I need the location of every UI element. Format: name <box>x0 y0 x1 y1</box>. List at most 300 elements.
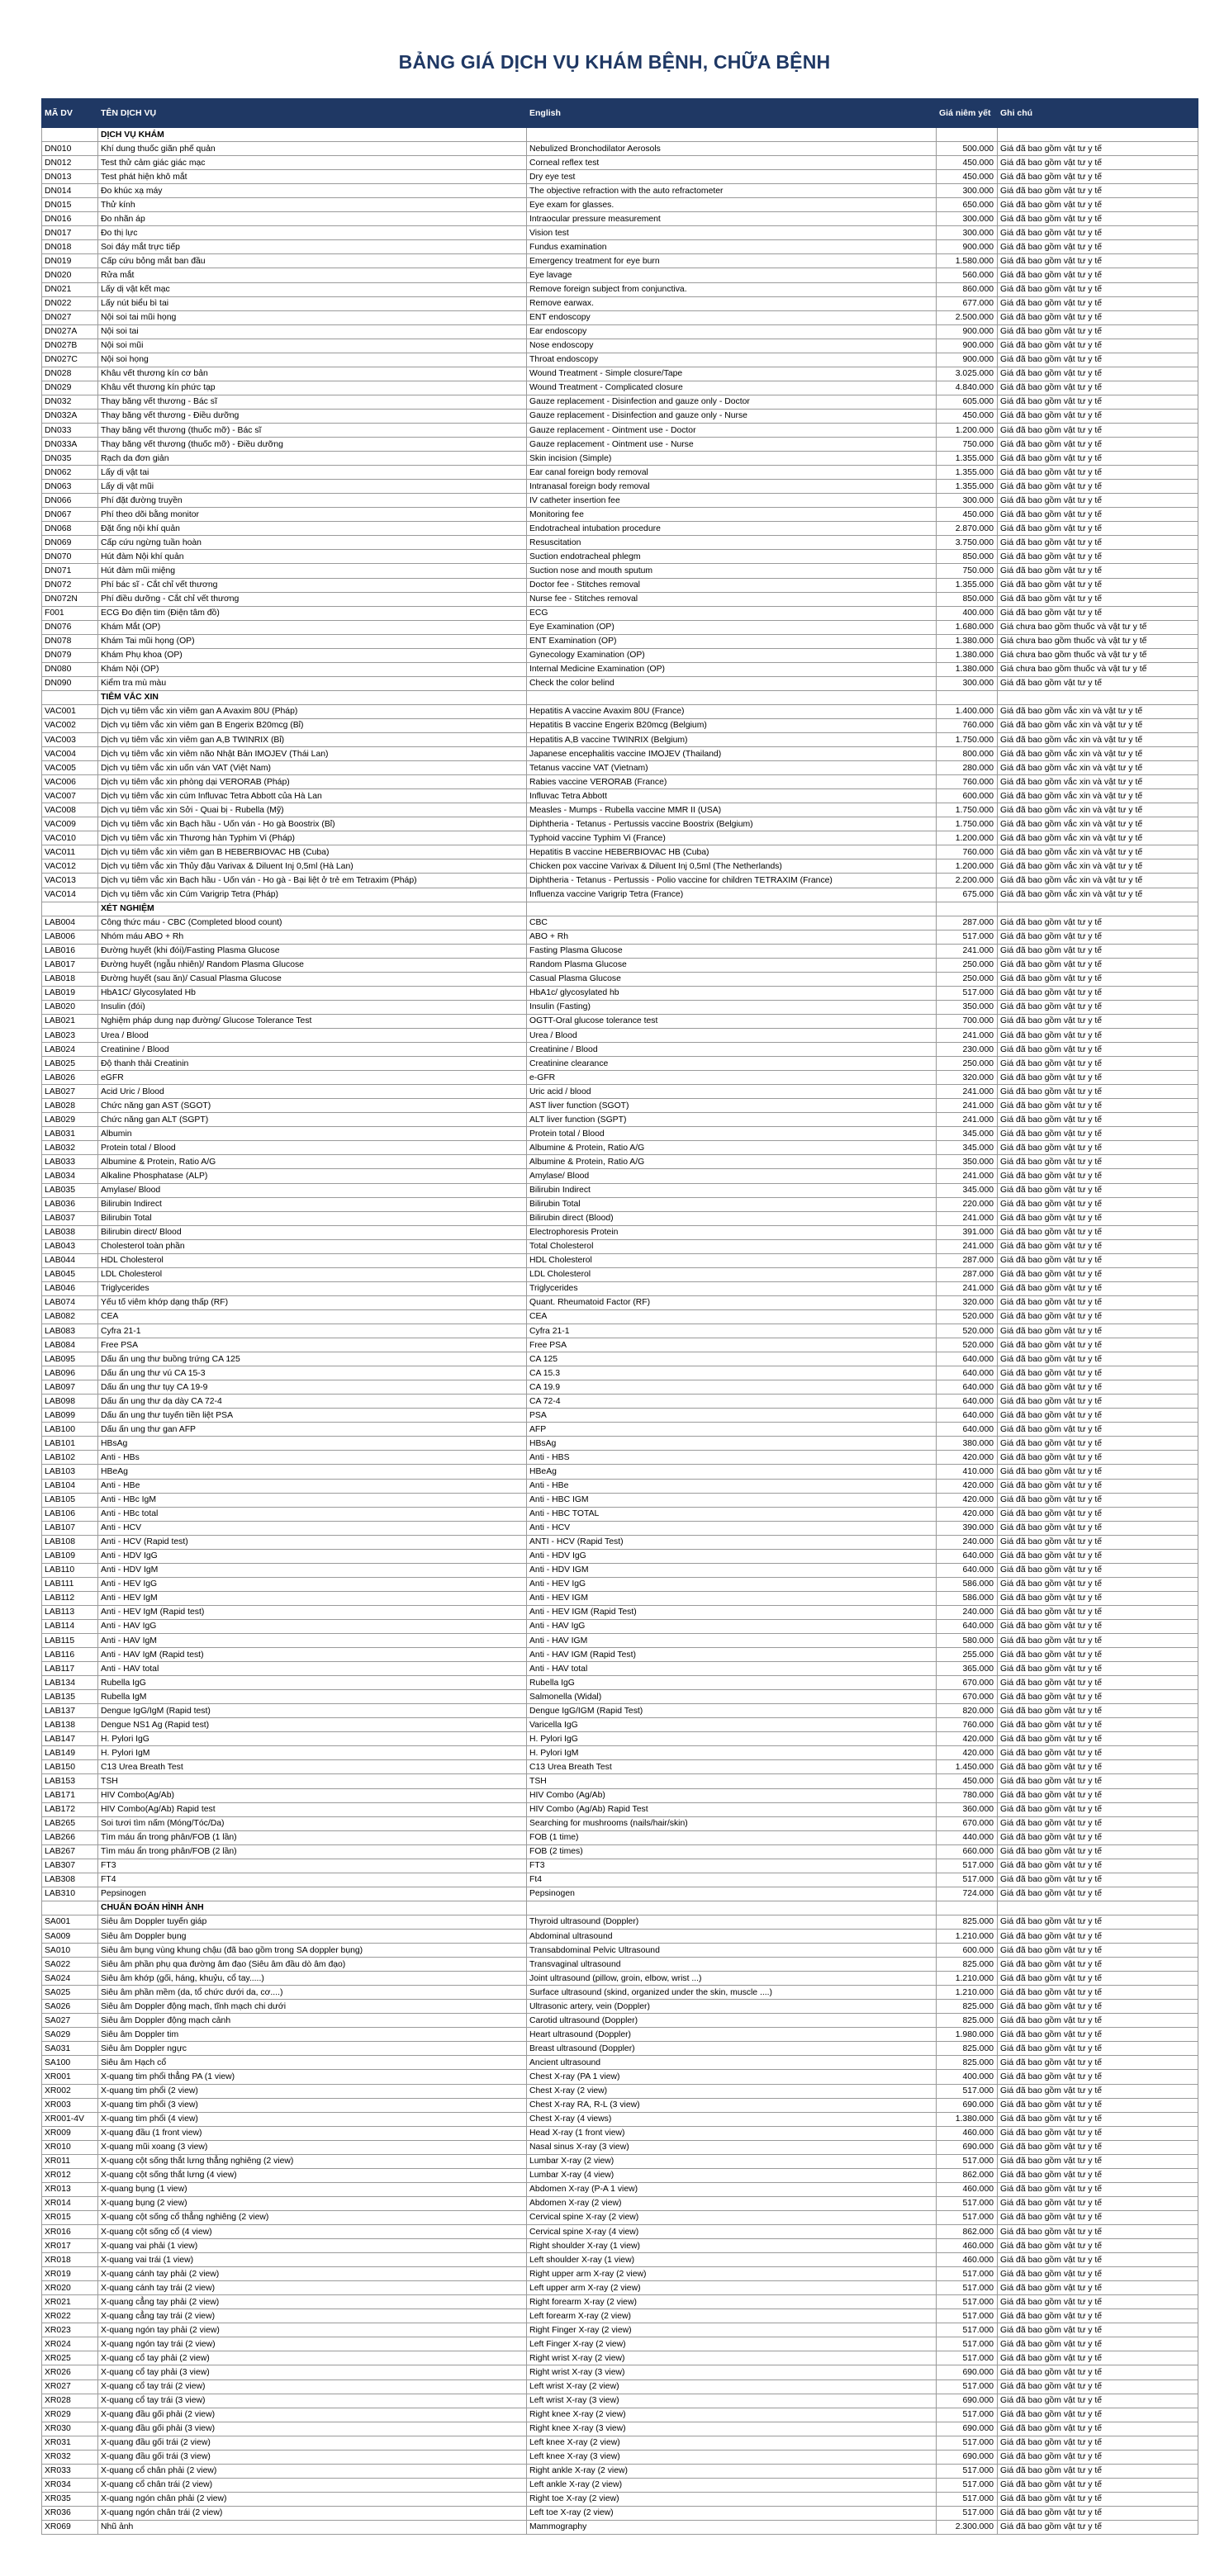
table-row <box>42 1071 1198 1085</box>
table-row <box>42 212 1198 226</box>
cell-note <box>998 128 1198 142</box>
cell-english: Vision test <box>527 226 937 240</box>
cell-name: Đặt ống nội khí quản <box>98 522 527 536</box>
cell-code: LAB023 <box>42 1029 98 1043</box>
cell-code: VAC009 <box>42 817 98 831</box>
table-row <box>42 2000 1198 2014</box>
cell-price: 700.000 <box>937 1014 998 1028</box>
cell-note: Giá đã bao gồm vật tư y tế <box>998 2295 1198 2309</box>
cell-code: XR013 <box>42 2182 98 2196</box>
cell-price: 517.000 <box>937 2478 998 2492</box>
cell-name: X-quang cổ tay phải (2 view) <box>98 2351 527 2365</box>
cell-code: LAB038 <box>42 1225 98 1239</box>
cell-code: DN066 <box>42 494 98 508</box>
cell-code: XR024 <box>42 2337 98 2351</box>
cell-price: 240.000 <box>937 1535 998 1549</box>
cell-note: Giá đã bao gồm vật tư y tế <box>998 1057 1198 1071</box>
cell-english <box>527 902 937 916</box>
cell-price: 517.000 <box>937 1859 998 1873</box>
cell-code: VAC011 <box>42 845 98 859</box>
table-row <box>42 2098 1198 2112</box>
cell-price <box>937 690 998 704</box>
cell-english: Hepatitis A vaccine Avaxim 80U (France) <box>527 704 937 718</box>
cell-note: Giá đã bao gồm vật tư y tế <box>998 550 1198 564</box>
cell-english: Tetanus vaccine VAT (Vietnam) <box>527 761 937 775</box>
table-row <box>42 2492 1198 2506</box>
cell-name: Dấu ấn ung thư gan AFP <box>98 1423 527 1437</box>
cell-name: Dấu ấn ung thư vú CA 15-3 <box>98 1366 527 1380</box>
cell-name: Albumine & Protein, Ratio A/G <box>98 1155 527 1169</box>
cell-note: Giá đã bao gồm vật tư y tế <box>998 2365 1198 2379</box>
table-row <box>42 1591 1198 1605</box>
cell-price: 675.000 <box>937 888 998 902</box>
cell-price: 517.000 <box>937 2295 998 2309</box>
section-header-row <box>42 128 1198 142</box>
table-row <box>42 1366 1198 1380</box>
cell-name: Dịch vụ tiêm vắc xin Thương hàn Typhim Vi (Pháp) <box>98 831 527 845</box>
cell-english: H. Pylori IgM <box>527 1746 937 1760</box>
cell-code: DN032 <box>42 395 98 409</box>
cell-english: Chest X-ray (2 view) <box>527 2084 937 2098</box>
cell-note: Giá đã bao gồm vật tư y tế <box>998 1409 1198 1423</box>
table-row <box>42 1000 1198 1014</box>
cell-note: Giá đã bao gồm vật tư y tế <box>998 1169 1198 1183</box>
cell-note: Giá đã bao gồm vật tư y tế <box>998 2506 1198 2520</box>
cell-price: 860.000 <box>937 282 998 296</box>
cell-name: DỊCH VỤ KHÁM <box>98 128 527 142</box>
cell-code: DN067 <box>42 508 98 522</box>
cell-english: Remove foreign subject from conjunctiva. <box>527 282 937 296</box>
cell-english: HbA1c/ glycosylated hb <box>527 986 937 1000</box>
cell-name: Nội soi mũi <box>98 339 527 353</box>
cell-english: Resuscitation <box>527 536 937 550</box>
cell-code: LAB172 <box>42 1802 98 1816</box>
cell-name: X-quang mũi xoang (3 view) <box>98 2140 527 2154</box>
cell-english: Electrophoresis Protein <box>527 1225 937 1239</box>
cell-english: CBC <box>527 916 937 930</box>
cell-price: 517.000 <box>937 2351 998 2365</box>
cell-code: VAC006 <box>42 775 98 789</box>
cell-english: Nebulized Bronchodilator Aerosols <box>527 142 937 156</box>
cell-name: X-quang cánh tay trái (2 view) <box>98 2281 527 2295</box>
cell-note: Giá đã bao gồm vật tư y tế <box>998 2408 1198 2422</box>
table-row <box>42 2309 1198 2323</box>
cell-code: DN013 <box>42 170 98 184</box>
cell-price: 350.000 <box>937 1000 998 1014</box>
cell-price: 820.000 <box>937 1704 998 1718</box>
cell-name: X-quang đầu gối phải (3 view) <box>98 2422 527 2436</box>
cell-price: 287.000 <box>937 916 998 930</box>
table-row <box>42 1930 1198 1944</box>
cell-price: 520.000 <box>937 1338 998 1352</box>
cell-note: Giá đã bao gồm vật tư y tế <box>998 1324 1198 1338</box>
table-row <box>42 1479 1198 1493</box>
table-row <box>42 845 1198 859</box>
cell-note: Giá đã bao gồm vật tư y tế <box>998 452 1198 466</box>
table-row <box>42 2506 1198 2520</box>
cell-note: Giá đã bao gồm vật tư y tế <box>998 1732 1198 1746</box>
cell-english: Left upper arm X-ray (2 view) <box>527 2281 937 2295</box>
table-row <box>42 2323 1198 2337</box>
cell-price: 640.000 <box>937 1409 998 1423</box>
cell-note: Giá đã bao gồm vật tư y tế <box>998 1141 1198 1155</box>
cell-note: Giá đã bao gồm vật tư y tế <box>998 1127 1198 1141</box>
cell-price: 1.355.000 <box>937 466 998 480</box>
cell-code: LAB035 <box>42 1183 98 1197</box>
cell-note: Giá đã bao gồm vật tư y tế <box>998 522 1198 536</box>
cell-name: Nhũ ảnh <box>98 2520 527 2534</box>
table-row <box>42 2182 1198 2196</box>
table-row <box>42 1958 1198 1972</box>
cell-code: XR001 <box>42 2070 98 2084</box>
cell-price: 1.580.000 <box>937 254 998 268</box>
cell-code: DN027A <box>42 324 98 339</box>
table-row <box>42 648 1198 662</box>
cell-english: Free PSA <box>527 1338 937 1352</box>
cell-english: Anti - HDV IGM <box>527 1563 937 1577</box>
table-row <box>42 874 1198 888</box>
cell-english: Gauze replacement - Disinfection and gauze only - Doctor <box>527 395 937 409</box>
cell-note: Giá đã bao gồm vật tư y tế <box>998 2126 1198 2140</box>
cell-code: DN018 <box>42 240 98 254</box>
cell-note: Giá đã bao gồm vật tư y tế <box>998 1099 1198 1113</box>
cell-note: Giá đã bao gồm vắc xin và vật tư y tế <box>998 888 1198 902</box>
cell-code: F001 <box>42 606 98 620</box>
table-row <box>42 156 1198 170</box>
cell-note: Giá đã bao gồm vật tư y tế <box>998 2196 1198 2210</box>
cell-code: LAB016 <box>42 944 98 958</box>
cell-code: VAC014 <box>42 888 98 902</box>
cell-price: 1.680.000 <box>937 620 998 634</box>
cell-name: X-quang cổ tay phải (3 view) <box>98 2365 527 2379</box>
cell-price: 240.000 <box>937 1605 998 1619</box>
cell-name: Công thức máu - CBC (Completed blood count) <box>98 916 527 930</box>
cell-code: XR018 <box>42 2253 98 2267</box>
cell-english: Carotid ultrasound (Doppler) <box>527 2014 937 2028</box>
table-row <box>42 1057 1198 1071</box>
table-row <box>42 2196 1198 2210</box>
cell-price: 825.000 <box>937 2014 998 2028</box>
cell-english: Doctor fee - Stitches removal <box>527 578 937 592</box>
cell-note: Giá đã bao gồm vật tư y tế <box>998 2042 1198 2056</box>
cell-note: Giá đã bao gồm vật tư y tế <box>998 1465 1198 1479</box>
cell-price: 300.000 <box>937 676 998 690</box>
cell-code <box>42 1901 98 1915</box>
cell-price: 517.000 <box>937 986 998 1000</box>
table-row <box>42 1281 1198 1295</box>
cell-name: X-quang tim phổi (4 view) <box>98 2112 527 2126</box>
cell-name: Free PSA <box>98 1338 527 1352</box>
cell-english: Left wrist X-ray (3 view) <box>527 2394 937 2408</box>
cell-english: Abdomen X-ray (2 view) <box>527 2196 937 2210</box>
cell-english: Suction endotracheal phlegm <box>527 550 937 564</box>
cell-name: X-quang đầu gối trái (2 view) <box>98 2436 527 2450</box>
cell-code: LAB021 <box>42 1014 98 1028</box>
cell-english: HIV Combo (Ag/Ab) <box>527 1788 937 1802</box>
cell-note: Giá chưa bao gồm thuốc và vật tư y tế <box>998 648 1198 662</box>
cell-english: Nose endoscopy <box>527 339 937 353</box>
table-row <box>42 2450 1198 2464</box>
cell-english: HBeAg <box>527 1465 937 1479</box>
cell-note: Giá đã bao gồm vật tư y tế <box>998 916 1198 930</box>
cell-name: Acid Uric / Blood <box>98 1085 527 1099</box>
cell-note: Giá đã bao gồm vật tư y tế <box>998 310 1198 324</box>
table-row <box>42 662 1198 676</box>
cell-note: Giá đã bao gồm vật tư y tế <box>998 254 1198 268</box>
cell-english: CA 125 <box>527 1352 937 1366</box>
table-row <box>42 1788 1198 1802</box>
cell-note: Giá đã bao gồm vật tư y tế <box>998 1267 1198 1281</box>
cell-english: ECG <box>527 606 937 620</box>
cell-name: Dengue NS1 Ag (Rapid test) <box>98 1718 527 1732</box>
cell-code: LAB308 <box>42 1873 98 1887</box>
cell-code: LAB107 <box>42 1521 98 1535</box>
cell-english: Right toe X-ray (2 view) <box>527 2492 937 2506</box>
cell-english: Creatinine / Blood <box>527 1043 937 1057</box>
cell-note: Giá đã bao gồm vật tư y tế <box>998 2070 1198 2084</box>
cell-english: Right shoulder X-ray (1 view) <box>527 2239 937 2253</box>
cell-note: Giá đã bao gồm vật tư y tế <box>998 156 1198 170</box>
cell-code: LAB171 <box>42 1788 98 1802</box>
table-row <box>42 1873 1198 1887</box>
cell-code: DN068 <box>42 522 98 536</box>
cell-price: 586.000 <box>937 1591 998 1605</box>
cell-price: 300.000 <box>937 212 998 226</box>
cell-note: Giá đã bao gồm vật tư y tế <box>998 395 1198 409</box>
cell-name: Amylase/ Blood <box>98 1183 527 1197</box>
cell-english: Left knee X-ray (3 view) <box>527 2450 937 2464</box>
cell-english: FT3 <box>527 1859 937 1873</box>
cell-note: Giá đã bao gồm vắc xin và vật tư y tế <box>998 718 1198 732</box>
cell-code: DN010 <box>42 142 98 156</box>
cell-price: 3.025.000 <box>937 367 998 381</box>
cell-code: XR036 <box>42 2506 98 2520</box>
cell-name: Phí bác sĩ - Cắt chỉ vết thương <box>98 578 527 592</box>
cell-code: LAB267 <box>42 1844 98 1859</box>
cell-name: Đo khúc xạ máy <box>98 184 527 198</box>
table-row <box>42 339 1198 353</box>
cell-name: Urea / Blood <box>98 1029 527 1043</box>
cell-name: Dấu ấn ung thư dạ dày CA 72-4 <box>98 1395 527 1409</box>
table-row <box>42 1816 1198 1830</box>
cell-price: 280.000 <box>937 761 998 775</box>
cell-note: Giá đã bao gồm vật tư y tế <box>998 1958 1198 1972</box>
cell-note: Giá đã bao gồm vật tư y tế <box>998 2267 1198 2281</box>
cell-english: ANTI - HCV (Rapid Test) <box>527 1535 937 1549</box>
cell-price: 660.000 <box>937 1844 998 1859</box>
cell-note: Giá đã bao gồm vật tư y tế <box>998 2154 1198 2168</box>
cell-name: Đường huyết (ngẫu nhiên)/ Random Plasma Glucose <box>98 958 527 972</box>
cell-note: Giá đã bao gồm vật tư y tế <box>998 1859 1198 1873</box>
cell-price: 517.000 <box>937 2309 998 2323</box>
cell-code: DN032A <box>42 409 98 423</box>
cell-name: Nội soi tai <box>98 324 527 339</box>
cell-code: LAB108 <box>42 1535 98 1549</box>
cell-english: HDL Cholesterol <box>527 1253 937 1267</box>
cell-price: 2.870.000 <box>937 522 998 536</box>
cell-price: 3.750.000 <box>937 536 998 550</box>
cell-name: LDL Cholesterol <box>98 1267 527 1281</box>
cell-note: Giá đã bao gồm vật tư y tế <box>998 1816 1198 1830</box>
cell-english: Nasal sinus X-ray (3 view) <box>527 2140 937 2154</box>
cell-code: XR069 <box>42 2520 98 2534</box>
cell-name: Dấu ấn ung thư tuyến tiền liệt PSA <box>98 1409 527 1423</box>
cell-price: 517.000 <box>937 2506 998 2520</box>
cell-english: Chest X-ray (4 views) <box>527 2112 937 2126</box>
table-row <box>42 1211 1198 1225</box>
cell-code: DN021 <box>42 282 98 296</box>
cell-english: Urea / Blood <box>527 1029 937 1043</box>
cell-code: XR022 <box>42 2309 98 2323</box>
cell-price: 900.000 <box>937 324 998 339</box>
cell-code: DN072 <box>42 578 98 592</box>
table-row <box>42 1043 1198 1057</box>
cell-name: X-quang cánh tay phải (2 view) <box>98 2267 527 2281</box>
table-row <box>42 1014 1198 1028</box>
cell-code: LAB029 <box>42 1113 98 1127</box>
cell-price: 517.000 <box>937 930 998 944</box>
cell-price: 345.000 <box>937 1127 998 1141</box>
cell-price: 850.000 <box>937 550 998 564</box>
cell-code: VAC013 <box>42 874 98 888</box>
cell-name: Anti - HCV (Rapid test) <box>98 1535 527 1549</box>
cell-name: Anti - HEV IgG <box>98 1577 527 1591</box>
cell-price: 605.000 <box>937 395 998 409</box>
cell-english: AST liver function (SGOT) <box>527 1099 937 1113</box>
cell-price: 900.000 <box>937 240 998 254</box>
cell-code: DN080 <box>42 662 98 676</box>
cell-note: Giá đã bao gồm vật tư y tế <box>998 1648 1198 1662</box>
cell-name: X-quang bụng (1 view) <box>98 2182 527 2196</box>
cell-code <box>42 690 98 704</box>
cell-name: X-quang cổ chân trái (2 view) <box>98 2478 527 2492</box>
cell-note: Giá đã bao gồm vật tư y tế <box>998 409 1198 423</box>
cell-price: 640.000 <box>937 1619 998 1633</box>
cell-name: Dấu ấn ung thư buồng trứng CA 125 <box>98 1352 527 1366</box>
cell-code: DN022 <box>42 296 98 310</box>
cell-english: Gauze replacement - Disinfection and gauze only - Nurse <box>527 409 937 423</box>
cell-price: 690.000 <box>937 2140 998 2154</box>
cell-english: Right forearm X-ray (2 view) <box>527 2295 937 2309</box>
cell-english: PSA <box>527 1409 937 1423</box>
cell-name: Nội soi tai mũi họng <box>98 310 527 324</box>
cell-english: Right wrist X-ray (2 view) <box>527 2351 937 2365</box>
table-row <box>42 353 1198 367</box>
cell-price: 420.000 <box>937 1493 998 1507</box>
cell-name: Siêu âm Doppler bụng <box>98 1930 527 1944</box>
cell-price: 724.000 <box>937 1887 998 1901</box>
cell-price: 517.000 <box>937 2464 998 2478</box>
cell-name: X-quang cẳng tay trái (2 view) <box>98 2309 527 2323</box>
cell-note: Giá đã bao gồm vật tư y tế <box>998 494 1198 508</box>
cell-name: Chức năng gan ALT (SGPT) <box>98 1113 527 1127</box>
cell-name: Anti - HAV IgG <box>98 1619 527 1633</box>
table-row <box>42 2056 1198 2070</box>
cell-name: Siêu âm phần phụ qua đường âm đạo (Siêu âm đầu dò âm đạo) <box>98 1958 527 1972</box>
cell-price: 4.840.000 <box>937 381 998 395</box>
cell-price: 690.000 <box>937 2365 998 2379</box>
cell-code: DN063 <box>42 480 98 494</box>
cell-price: 690.000 <box>937 2394 998 2408</box>
cell-name: Creatinine / Blood <box>98 1043 527 1057</box>
cell-price: 800.000 <box>937 747 998 761</box>
cell-code: LAB043 <box>42 1239 98 1253</box>
cell-english: Fundus examination <box>527 240 937 254</box>
table-row <box>42 986 1198 1000</box>
cell-note: Giá đã bao gồm vật tư y tế <box>998 1085 1198 1099</box>
table-row <box>42 452 1198 466</box>
table-row <box>42 747 1198 761</box>
cell-english: Endotracheal intubation procedure <box>527 522 937 536</box>
cell-name: X-quang vai trái (1 view) <box>98 2253 527 2267</box>
cell-price: 1.380.000 <box>937 634 998 648</box>
cell-code: VAC008 <box>42 803 98 817</box>
cell-code: VAC007 <box>42 789 98 803</box>
cell-note: Giá đã bao gồm vật tư y tế <box>998 958 1198 972</box>
cell-code: XR020 <box>42 2281 98 2295</box>
cell-note: Giá đã bao gồm vật tư y tế <box>998 1802 1198 1816</box>
cell-note: Giá đã bao gồm vật tư y tế <box>998 339 1198 353</box>
cell-name: Alkaline Phosphatase (ALP) <box>98 1169 527 1183</box>
table-row <box>42 564 1198 578</box>
cell-code: VAC001 <box>42 704 98 718</box>
cell-name: Khâu vết thương kín cơ bản <box>98 367 527 381</box>
cell-code: XR014 <box>42 2196 98 2210</box>
cell-english: Nurse fee - Stitches removal <box>527 592 937 606</box>
cell-name: Test phát hiện khô mắt <box>98 170 527 184</box>
cell-code: LAB110 <box>42 1563 98 1577</box>
cell-english: Right knee X-ray (2 view) <box>527 2408 937 2422</box>
cell-price: 517.000 <box>937 2196 998 2210</box>
table-row <box>42 859 1198 874</box>
cell-code: LAB024 <box>42 1043 98 1057</box>
cell-english: Left ankle X-ray (2 view) <box>527 2478 937 2492</box>
cell-name: Bilirubin direct/ Blood <box>98 1225 527 1239</box>
cell-price: 420.000 <box>937 1451 998 1465</box>
table-row <box>42 1887 1198 1901</box>
cell-price: 825.000 <box>937 1915 998 1929</box>
cell-code: LAB037 <box>42 1211 98 1225</box>
table-row <box>42 1760 1198 1774</box>
cell-code: DN020 <box>42 268 98 282</box>
cell-code: VAC002 <box>42 718 98 732</box>
table-row <box>42 1352 1198 1366</box>
table-row <box>42 254 1198 268</box>
cell-note: Giá đã bao gồm vật tư y tế <box>998 536 1198 550</box>
cell-note: Giá đã bao gồm vắc xin và vật tư y tế <box>998 747 1198 761</box>
table-row <box>42 1099 1198 1113</box>
cell-english: Anti - HBS <box>527 1451 937 1465</box>
cell-english: Diphtheria - Tetanus - Pertussis vaccine Boostrix (Belgium) <box>527 817 937 831</box>
cell-note: Giá đã bao gồm vật tư y tế <box>998 2323 1198 2337</box>
table-row <box>42 2112 1198 2126</box>
cell-english: CA 19.9 <box>527 1380 937 1395</box>
cell-english: Joint ultrasound (pillow, groin, elbow, wrist ...) <box>527 1972 937 1986</box>
cell-code: LAB004 <box>42 916 98 930</box>
cell-name: Protein total / Blood <box>98 1141 527 1155</box>
cell-name: Dịch vụ tiêm vắc xin viêm gan A,B TWINRIX (Bỉ) <box>98 733 527 747</box>
table-row <box>42 2168 1198 2182</box>
cell-name: Thử kính <box>98 198 527 212</box>
cell-code <box>42 902 98 916</box>
table-row <box>42 578 1198 592</box>
table-row <box>42 2084 1198 2098</box>
cell-price: 520.000 <box>937 1309 998 1324</box>
cell-price: 780.000 <box>937 1788 998 1802</box>
table-row <box>42 634 1198 648</box>
cell-note: Giá đã bao gồm vắc xin và vật tư y tế <box>998 704 1198 718</box>
cell-name: Rubella IgM <box>98 1690 527 1704</box>
